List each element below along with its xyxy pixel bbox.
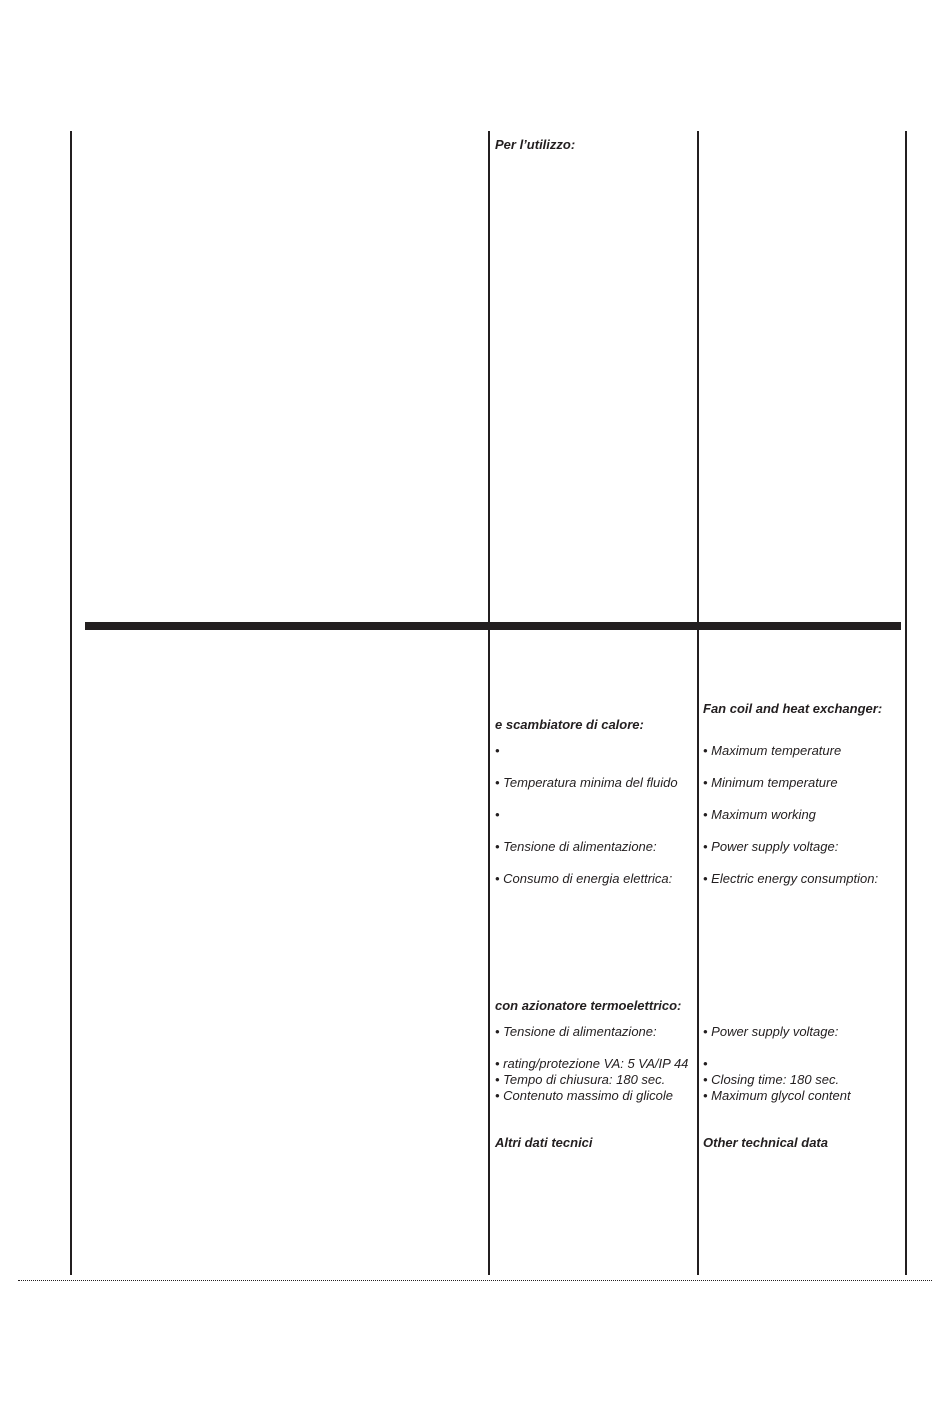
other-data-heading-it: Altri dati tecnici xyxy=(495,1135,593,1150)
actuator-item-en: • Maximum glycol content xyxy=(703,1088,851,1103)
usage-heading-it: Per l’utilizzo: xyxy=(495,137,576,152)
dotted-cut-line xyxy=(18,1280,932,1281)
fan-coil-item-en: • Maximum working xyxy=(703,807,816,822)
actuator-item-en: • Closing time: 180 sec. xyxy=(703,1072,840,1087)
actuator-item-it: • Tempo di chiusura: 180 sec. xyxy=(495,1072,666,1087)
fan-coil-item-it: • xyxy=(495,807,500,822)
column-rule-middle xyxy=(488,131,490,1275)
fan-coil-item-it: • Tensione di alimentazione: xyxy=(495,839,657,854)
fan-coil-item-en: • Electric energy consumption: xyxy=(703,871,879,886)
actuator-heading-it: con azionatore termoelettrico: xyxy=(495,998,682,1013)
actuator-item-it: • Contenuto massimo di glicole xyxy=(495,1088,673,1103)
fan-coil-item-it: • Temperatura minima del fluido xyxy=(495,775,678,790)
fan-coil-heading-en: Fan coil and heat exchanger: xyxy=(703,701,883,716)
section-divider xyxy=(85,622,901,630)
actuator-item-it: • Tensione di alimentazione: xyxy=(495,1024,657,1039)
other-data-heading-en: Other technical data xyxy=(703,1135,828,1150)
fan-coil-heading-it: e scambiatore di calore: xyxy=(495,717,644,732)
actuator-item-it: • rating/protezione VA: 5 VA/IP 44 xyxy=(495,1056,689,1071)
fan-coil-item-en: • Power supply voltage: xyxy=(703,839,839,854)
fan-coil-item-it: • Consumo di energia elettrica: xyxy=(495,871,673,886)
fan-coil-item-en: • Minimum temperature xyxy=(703,775,838,790)
column-rule-right xyxy=(905,131,907,1275)
actuator-item-en: • xyxy=(703,1056,708,1071)
column-rule-inner xyxy=(697,131,699,1275)
fan-coil-item-en: • Maximum temperature xyxy=(703,743,842,758)
actuator-item-en: • Power supply voltage: xyxy=(703,1024,839,1039)
column-rule-left xyxy=(70,131,72,1275)
fan-coil-item-it: • xyxy=(495,743,500,758)
